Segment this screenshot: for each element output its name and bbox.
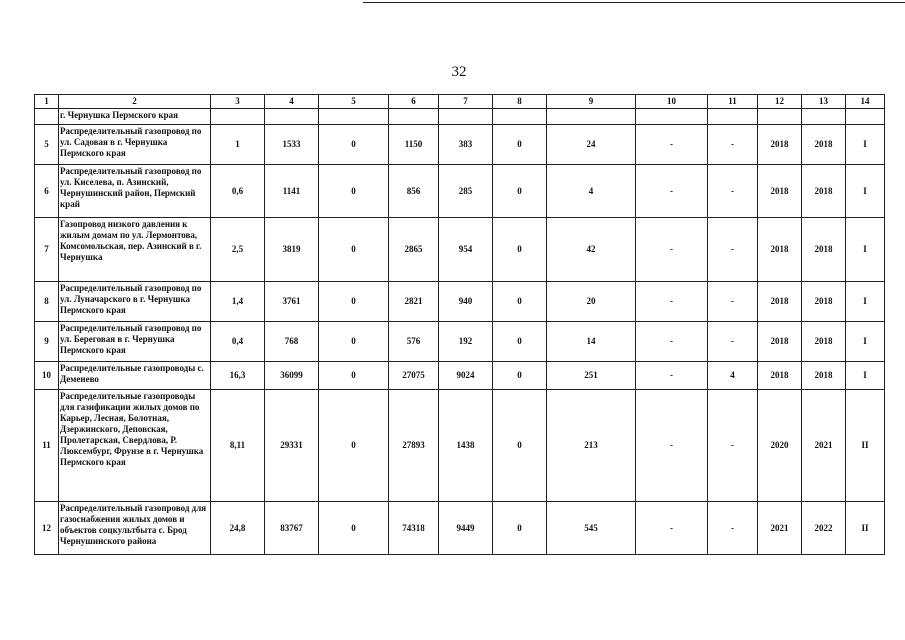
- value-cell: I: [846, 282, 885, 322]
- value-cell: 2018: [758, 218, 802, 282]
- value-cell: 1: [211, 125, 265, 165]
- value-cell: 14: [547, 322, 636, 362]
- value-cell: 8,11: [211, 390, 265, 502]
- value-cell: -: [708, 165, 758, 218]
- value-cell: 1150: [389, 125, 439, 165]
- value-cell: 2020: [758, 390, 802, 502]
- value-cell: 576: [389, 322, 439, 362]
- value-cell: -: [636, 322, 708, 362]
- value-cell: 0: [319, 282, 389, 322]
- continuation-name: г. Чернушка Пермского края: [59, 109, 211, 125]
- value-cell: -: [708, 390, 758, 502]
- table-row: [35, 390, 885, 502]
- value-cell: 0: [493, 218, 547, 282]
- value-cell: 83767: [265, 502, 319, 555]
- value-cell: 0: [319, 218, 389, 282]
- value-cell: 2018: [758, 362, 802, 390]
- value-cell: I: [846, 218, 885, 282]
- row-number-cell: 10: [35, 362, 59, 390]
- value-cell: 2865: [389, 218, 439, 282]
- value-cell: 0: [493, 125, 547, 165]
- value-cell: II: [846, 390, 885, 502]
- value-cell: 213: [547, 390, 636, 502]
- value-cell: -: [636, 282, 708, 322]
- value-cell: 2018: [802, 322, 846, 362]
- object-name-cell: Распределительный газопровод по ул. Киселева, п. Азинский, Чернушинский район, Пермский край: [59, 165, 211, 218]
- value-cell: 2018: [758, 165, 802, 218]
- value-cell: 383: [439, 125, 493, 165]
- header-cell: 7: [439, 95, 493, 109]
- value-cell: I: [846, 322, 885, 362]
- value-cell: -: [708, 218, 758, 282]
- data-table: [34, 94, 885, 555]
- value-cell: -: [708, 282, 758, 322]
- value-cell: 0: [493, 165, 547, 218]
- value-cell: 3761: [265, 282, 319, 322]
- value-cell: 4: [708, 362, 758, 390]
- header-cell: 10: [636, 95, 708, 109]
- value-cell: 2018: [802, 165, 846, 218]
- value-cell: 2018: [802, 218, 846, 282]
- value-cell: 16,3: [211, 362, 265, 390]
- table-row: [35, 362, 885, 390]
- value-cell: -: [636, 165, 708, 218]
- value-cell: -: [636, 502, 708, 555]
- header-cell: 1: [35, 95, 59, 109]
- value-cell: 545: [547, 502, 636, 555]
- value-cell: 9449: [439, 502, 493, 555]
- header-cell: 8: [493, 95, 547, 109]
- row-number-cell: 6: [35, 165, 59, 218]
- value-cell: 2821: [389, 282, 439, 322]
- value-cell: I: [846, 362, 885, 390]
- object-name-cell: Распределительный газопровод по ул. Береговая в г. Чернушка Пермского края: [59, 322, 211, 362]
- object-name-cell: Распределительный газопровод по ул. Луначарского в г. Чернушка Пермского края: [59, 282, 211, 322]
- table-row: [35, 165, 885, 218]
- row-number-cell: 12: [35, 502, 59, 555]
- object-name-cell: Распределительный газопровод для газоснабжения жилых домов и объектов соцкультбыта с. Брод Чернушинского района: [59, 502, 211, 555]
- header-cell: 9: [547, 95, 636, 109]
- value-cell: -: [636, 125, 708, 165]
- value-cell: 285: [439, 165, 493, 218]
- value-cell: 27075: [389, 362, 439, 390]
- object-name-cell: Распределительные газопроводы для газификации жилых домов по Карьер, Лесная, Болотная, Дзержинского, Деповская, Пролетарская, Свердлова, Р. Люксембург, Фрунзе в г. Чернушка Пермского края: [59, 390, 211, 502]
- value-cell: 0: [319, 502, 389, 555]
- header-cell: 5: [319, 95, 389, 109]
- value-cell: 36099: [265, 362, 319, 390]
- value-cell: 0: [319, 390, 389, 502]
- object-name-cell: Распределительные газопроводы с. Деменево: [59, 362, 211, 390]
- value-cell: 2,5: [211, 218, 265, 282]
- value-cell: 0,6: [211, 165, 265, 218]
- value-cell: -: [708, 502, 758, 555]
- value-cell: 2018: [758, 125, 802, 165]
- value-cell: 27893: [389, 390, 439, 502]
- value-cell: 74318: [389, 502, 439, 555]
- value-cell: 20: [547, 282, 636, 322]
- value-cell: 0: [493, 282, 547, 322]
- object-name-cell: Распределительный газопровод по ул. Садовая в г. Чернушка Пермского края: [59, 125, 211, 165]
- value-cell: 0,4: [211, 322, 265, 362]
- object-name-cell: Газопровод низкого давления к жилым домам по ул. Лермонтова, Комсомольская, пер. Азинский в г. Чернушка: [59, 218, 211, 282]
- header-cell: 13: [802, 95, 846, 109]
- page-number: 32: [451, 64, 467, 80]
- value-cell: 856: [389, 165, 439, 218]
- value-cell: 0: [493, 362, 547, 390]
- header-cell: 6: [389, 95, 439, 109]
- continuation-row: [35, 109, 885, 125]
- value-cell: 0: [319, 322, 389, 362]
- value-cell: 2018: [802, 362, 846, 390]
- value-cell: 251: [547, 362, 636, 390]
- value-cell: -: [636, 362, 708, 390]
- value-cell: I: [846, 165, 885, 218]
- value-cell: 2018: [802, 125, 846, 165]
- row-number-cell: 5: [35, 125, 59, 165]
- value-cell: 9024: [439, 362, 493, 390]
- value-cell: 0: [319, 362, 389, 390]
- value-cell: 24,8: [211, 502, 265, 555]
- value-cell: 2018: [758, 282, 802, 322]
- value-cell: -: [636, 218, 708, 282]
- value-cell: 940: [439, 282, 493, 322]
- value-cell: 2021: [802, 390, 846, 502]
- row-number-cell: 9: [35, 322, 59, 362]
- value-cell: 42: [547, 218, 636, 282]
- header-cell: 2: [59, 95, 211, 109]
- table-row: [35, 502, 885, 555]
- table-row: [35, 322, 885, 362]
- row-number-cell: 7: [35, 218, 59, 282]
- top-rule: [363, 2, 905, 3]
- value-cell: 2022: [802, 502, 846, 555]
- header-cell: 3: [211, 95, 265, 109]
- value-cell: 0: [493, 322, 547, 362]
- header-cell: 12: [758, 95, 802, 109]
- value-cell: -: [708, 322, 758, 362]
- value-cell: 24: [547, 125, 636, 165]
- table-row: [35, 218, 885, 282]
- row-number-cell: 8: [35, 282, 59, 322]
- header-row: [35, 95, 885, 109]
- value-cell: 2018: [802, 282, 846, 322]
- value-cell: 192: [439, 322, 493, 362]
- value-cell: 1141: [265, 165, 319, 218]
- value-cell: 29331: [265, 390, 319, 502]
- value-cell: 0: [493, 502, 547, 555]
- value-cell: 0: [319, 125, 389, 165]
- value-cell: I: [846, 125, 885, 165]
- table-row: [35, 125, 885, 165]
- value-cell: 1,4: [211, 282, 265, 322]
- row-number-cell: 11: [35, 390, 59, 502]
- header-cell: 14: [846, 95, 885, 109]
- value-cell: II: [846, 502, 885, 555]
- value-cell: 0: [493, 390, 547, 502]
- value-cell: 768: [265, 322, 319, 362]
- value-cell: 1533: [265, 125, 319, 165]
- value-cell: 0: [319, 165, 389, 218]
- value-cell: 2018: [758, 322, 802, 362]
- header-cell: 4: [265, 95, 319, 109]
- value-cell: -: [708, 125, 758, 165]
- value-cell: 954: [439, 218, 493, 282]
- header-cell: 11: [708, 95, 758, 109]
- value-cell: -: [636, 390, 708, 502]
- value-cell: 3819: [265, 218, 319, 282]
- value-cell: 4: [547, 165, 636, 218]
- table-row: [35, 282, 885, 322]
- value-cell: 1438: [439, 390, 493, 502]
- value-cell: 2021: [758, 502, 802, 555]
